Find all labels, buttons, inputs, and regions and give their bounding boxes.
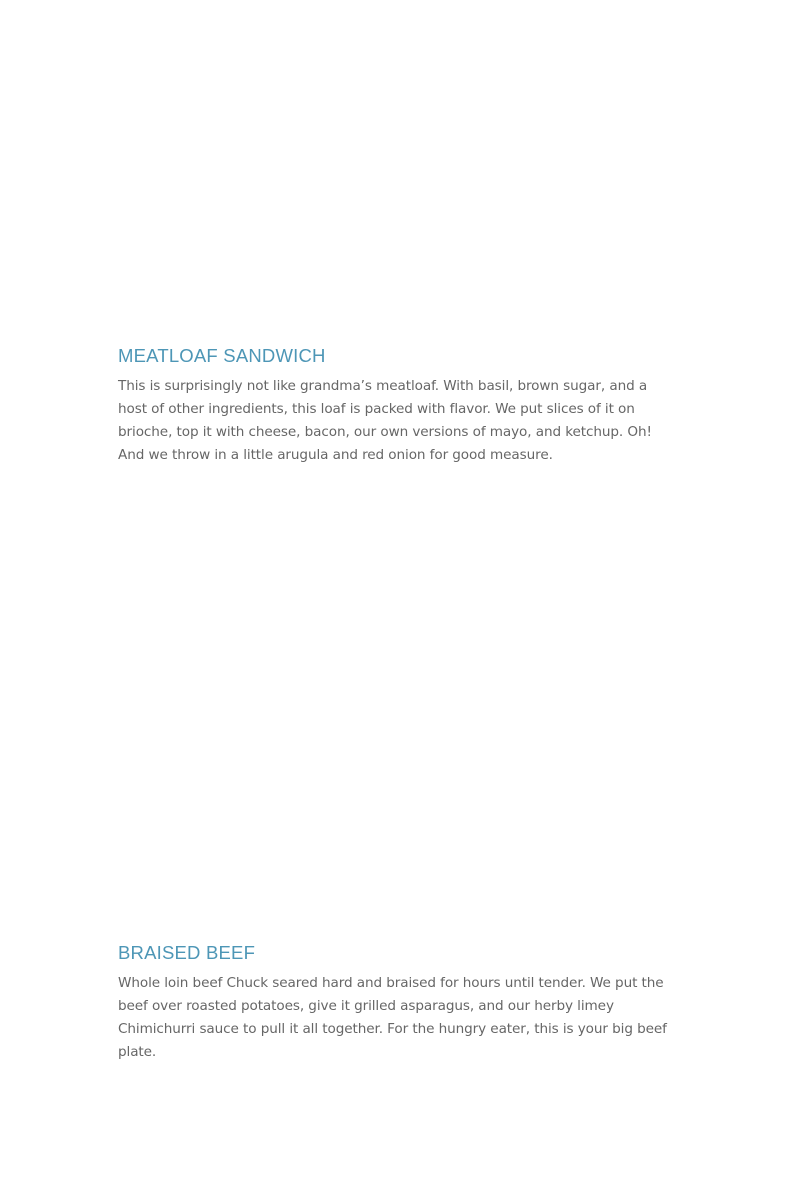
meatloaf-sandwich-image <box>118 0 667 330</box>
menu-item-braised-beef <box>118 941 667 1064</box>
menu-item-description: This is surprisingly not like grandma’s meatloaf. With basil, brown sugar, and a host of other ingredients, this loaf is packed with flavor. We put slices of it on brioche, top it with cheese, bacon, our own versions of mayo, and ketchup. Oh! And we throw in a little arugula and red onion for good measure. <box>118 378 652 463</box>
menu-item-description: Whole loin beef Chuck seared hard and braised for hours until tender. We put the beef over roasted potatoes, give it grilled asparagus, and our herby limey Chimichurri sauce to pull it all together. For the hungry eater, this is your big beef plate. <box>118 975 667 1060</box>
menu-item-title: BRAISED BEEF <box>118 942 256 963</box>
menu-item-title: MEATLOAF SANDWICH <box>118 345 326 366</box>
menu-item-meatloaf-sandwich <box>118 344 667 467</box>
braised-beef-image <box>118 485 667 925</box>
